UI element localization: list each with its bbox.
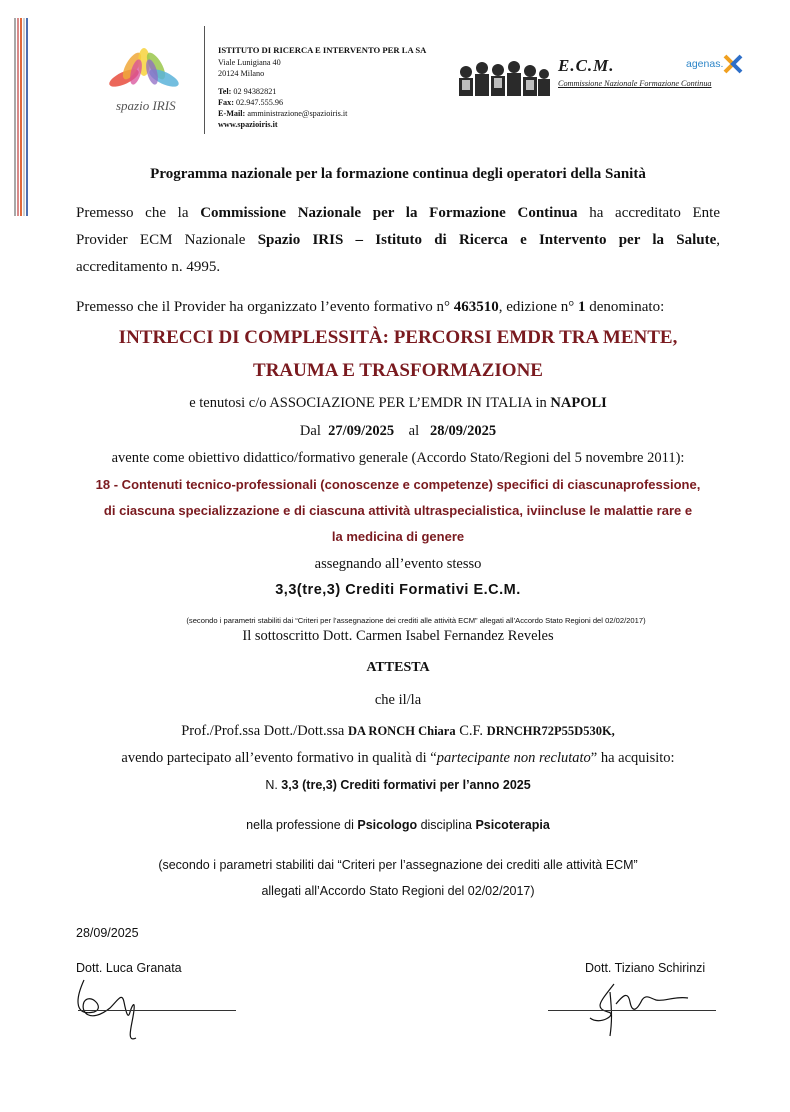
objective-line1: 18 - Contenuti tecnico-professionali (conoscenze e competenze) specifici di ciascunaprofessione, (95, 477, 701, 492)
program-title: Programma nazionale per la formazione continua degli operatori della Sanità (150, 166, 646, 182)
spazio-iris-logo (96, 40, 192, 120)
event-venue: e tenutosi c/o ASSOCIAZIONE PER L’EMDR IN ITALIA in NAPOLI (189, 395, 607, 411)
premise-accreditation: Premesso che la Commissione Nazionale per la Formazione Continua ha accreditato Ente Provider ECM Nazionale Spazio IRIS – Istituto di Ricerca e Intervento per la Salute, accreditamento n. 4995. (76, 205, 721, 275)
signature-left (70, 972, 250, 1052)
address-line2: 20124 Milano (218, 69, 265, 79)
signature-right (560, 972, 720, 1042)
profession-line: nella professione di Psicologo disciplina Psicoterapia (246, 818, 550, 832)
header-divider (204, 26, 205, 134)
ecm-subtitle: Commissione Nazionale Formazione Continua (558, 79, 712, 88)
credits-main: 3,3(tre,3) Crediti Formativi E.C.M. (275, 582, 521, 598)
params2-line2: allegati all’Accordo Stato Regioni del 02/02/2017) (261, 884, 535, 898)
participation-line: avendo partecipato all’evento formativo in qualità di “partecipante non reclutato” ha acquisito: (121, 750, 675, 766)
event-dates: Dal 27/09/2025 al 28/09/2025 (299, 423, 497, 439)
premise-event: Premesso che il Provider ha organizzato l’evento formativo n° 463510, edizione n° 1 denominato: (76, 299, 665, 315)
email-row: E-Mail: amministrazione@spazioiris.it (218, 109, 348, 119)
assigning-text: assegnando all’evento stesso (314, 556, 482, 572)
credits-year: N. 3,3 (tre,3) Crediti formativi per l’anno 2025 (265, 778, 531, 792)
event-title-line1: INTRECCI DI COMPLESSITÀ: PERCORSI EMDR TRA MENTE, (118, 327, 678, 348)
issue-date: 28/09/2025 (76, 926, 139, 940)
fax-row: Fax: 02.947.555.96 (218, 97, 284, 107)
event-title-line2: TRAUMA E TRASFORMAZIONE (253, 360, 543, 381)
objective-intro: avente come obiettivo didattico/formativo generale (Accordo Stato/Regioni del 5 novembre 2011): (111, 450, 685, 466)
che-text: che il/la (374, 692, 422, 708)
ecm-group-photo (456, 56, 552, 96)
signature-right-line (548, 1010, 716, 1011)
website: www.spazioiris.it (218, 120, 278, 130)
signatory-left: Dott. Luca Granata (76, 961, 182, 975)
objective-line3: la medicina di genere (331, 529, 465, 544)
signature-left-line (78, 1010, 236, 1011)
tel-row: Tel: 02 94382821 (218, 86, 277, 96)
signatory-right: Dott. Tiziano Schirinzi (585, 961, 706, 975)
attesta-heading: ATTESTA (366, 660, 430, 675)
objective-line2: di ciascuna specializzazione e di ciascuna attività ultraspecialistica, iviincluse le malattie rare e (103, 503, 693, 518)
institute-name: ISTITUTO DI RICERCA E INTERVENTO PER LA SA (218, 45, 427, 55)
agenas-logo-icon (722, 54, 744, 79)
institute-contacts (218, 45, 426, 130)
agenas-logo-text: agenas. (686, 58, 724, 70)
ecm-title: E.C.M. (558, 56, 615, 75)
params-small: (secondo i parametri stabiliti dai “Criteri per l’assegnazione dei crediti alle attività ECM” allegati all’Accordo Stato Regioni del 02/02/2017) (186, 616, 646, 625)
participant-line: Prof./Prof.ssa Dott./Dott.ssa DA RONCH Chiara C.F. DRNCHR72P55D530K, (181, 723, 615, 739)
undersigned: Il sottoscritto Dott. Carmen Isabel Fernandez Reveles (242, 628, 554, 644)
params2-line1: (secondo i parametri stabiliti dai “Criteri per l’assegnazione dei crediti alle attività ECM” (158, 858, 638, 872)
address-line1: Viale Lunigiana 40 (218, 58, 281, 68)
decorative-stripes (14, 18, 30, 216)
logo-text: spazio IRIS (116, 98, 176, 113)
